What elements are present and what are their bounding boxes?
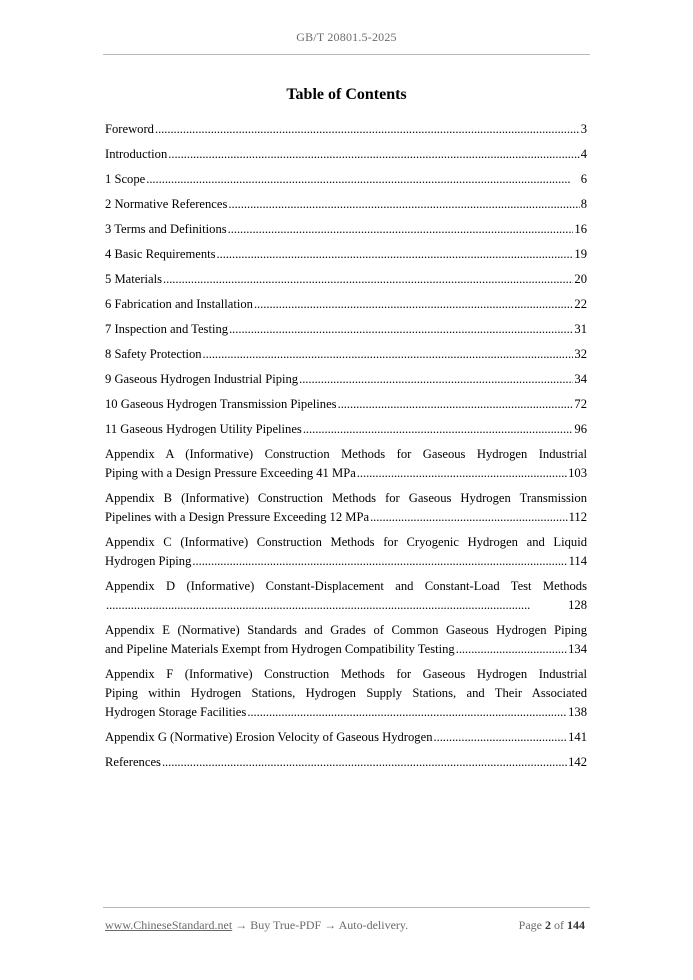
delivery-text: Auto-delivery.	[338, 918, 409, 932]
toc-entry[interactable]	[105, 320, 587, 339]
toc-page-number: 72	[574, 397, 587, 411]
toc-entry-label: 7 Inspection and Testing	[105, 322, 229, 336]
dot-leader	[338, 395, 574, 414]
toc-page-number: 114	[568, 554, 587, 568]
toc-entry[interactable]	[105, 120, 587, 139]
dot-leader	[370, 508, 567, 527]
toc-page-number: 96	[574, 422, 587, 436]
toc-entry-label-line: Appendix C (Informative) Construction Methods for Cryogenic Hydrogen and Liquid	[105, 535, 587, 549]
dot-leader	[299, 370, 573, 389]
toc-entry[interactable]	[105, 445, 587, 483]
toc-entry-label-line: Appendix B (Informative) Construction Methods for Gaseous Hydrogen Transmission	[105, 491, 587, 505]
toc-page-number: 103	[568, 466, 587, 480]
toc-entry[interactable]	[105, 753, 587, 772]
dot-leader	[434, 728, 568, 747]
toc-entry-label: 11 Gaseous Hydrogen Utility Pipelines	[105, 422, 302, 436]
toc-page-number: 32	[574, 347, 587, 361]
toc-entry-label: 2 Normative References	[105, 197, 228, 211]
toc-page-number: 134	[568, 642, 587, 656]
toc-entry[interactable]	[105, 195, 587, 214]
dot-leader	[162, 753, 567, 772]
dot-leader	[456, 640, 567, 659]
toc-entry[interactable]	[105, 170, 587, 189]
dot-leader	[146, 170, 579, 189]
toc-entry-label: 1 Scope	[105, 172, 146, 186]
toc-entry[interactable]	[105, 420, 587, 439]
dot-leader	[163, 270, 573, 289]
toc-entry-label: Appendix G (Normative) Erosion Velocity of Gaseous Hydrogen	[105, 730, 433, 744]
toc-page-number: 31	[574, 322, 587, 336]
toc-page-number: 22	[574, 297, 587, 311]
toc-entry-label-line: Hydrogen Storage Facilities	[105, 705, 247, 719]
toc-entry[interactable]	[105, 295, 587, 314]
dot-leader	[192, 552, 567, 571]
toc-page-number: 141	[568, 730, 587, 744]
dot-leader	[203, 345, 574, 364]
toc-entry-label: 8 Safety Protection	[105, 347, 202, 361]
toc-page-number: 19	[574, 247, 587, 261]
toc-entry-label: Foreword	[105, 122, 154, 136]
arrow-right-icon: →	[324, 918, 337, 932]
toc-entry-label: 6 Fabrication and Installation	[105, 297, 253, 311]
toc-entry-label: References	[105, 755, 161, 769]
toc-entry-label-line: Piping within Hydrogen Stations, Hydrogen Supply Stations, and Their Associated	[105, 686, 587, 700]
dot-leader	[228, 195, 579, 214]
toc-entry-label: Introduction	[105, 147, 168, 161]
toc-entry[interactable]	[105, 533, 587, 571]
toc-entry-label-line: Appendix D (Informative) Constant-Displacement and Constant-Load Test Methods	[105, 579, 587, 593]
toc-entry-label: 4 Basic Requirements	[105, 247, 216, 261]
document-header: GB/T 20801.5-2025	[296, 30, 397, 44]
toc-page-number: 4	[580, 147, 587, 161]
toc-entry-label: 3 Terms and Definitions	[105, 222, 227, 236]
toc-entry-label: 10 Gaseous Hydrogen Transmission Pipelines	[105, 397, 337, 411]
toc-page-number: 20	[574, 272, 587, 286]
footer-left	[105, 918, 408, 933]
toc-title: Table of Contents	[286, 86, 407, 103]
dot-leader	[254, 295, 573, 314]
toc-page-number: 142	[568, 755, 587, 769]
current-page: 2	[545, 918, 551, 932]
table-of-contents	[105, 120, 587, 778]
toc-entry-label-line: Appendix F (Informative) Construction Methods for Gaseous Hydrogen Industrial	[105, 667, 587, 681]
toc-entry[interactable]	[105, 728, 587, 747]
dot-leader	[217, 245, 574, 264]
toc-entry-label-line: Appendix E (Normative) Standards and Grades of Common Gaseous Hydrogen Piping	[105, 623, 587, 637]
toc-page-number: 6	[580, 172, 587, 186]
toc-entry-label-line: and Pipeline Materials Exempt from Hydrogen Compatibility Testing	[105, 642, 455, 656]
toc-entry[interactable]	[105, 345, 587, 364]
dot-leader	[229, 320, 573, 339]
toc-entry[interactable]	[105, 395, 587, 414]
dot-leader	[303, 420, 574, 439]
dot-leader	[168, 145, 579, 164]
toc-entry-label-line: Piping with a Design Pressure Exceeding 41 MPa	[105, 466, 356, 480]
toc-page-number: 112	[568, 510, 587, 524]
buy-text: Buy True-PDF	[250, 918, 322, 932]
website-link[interactable]: www.ChineseStandard.net	[105, 918, 233, 932]
page-footer	[105, 918, 585, 933]
dot-leader	[357, 464, 567, 483]
toc-page-number: 3	[580, 122, 587, 136]
dot-leader	[106, 596, 567, 615]
total-pages: 144	[567, 918, 585, 932]
toc-entry-label-line: Hydrogen Piping	[105, 554, 192, 568]
toc-entry-label: 5 Materials	[105, 272, 163, 286]
toc-entry[interactable]	[105, 621, 587, 659]
toc-entry-label: 9 Gaseous Hydrogen Industrial Piping	[105, 372, 299, 386]
dot-leader	[228, 220, 574, 239]
dot-leader	[155, 120, 580, 139]
dot-leader	[247, 703, 567, 722]
toc-entry[interactable]	[105, 370, 587, 389]
toc-page-number: 16	[574, 222, 587, 236]
toc-page-number: 8	[580, 197, 587, 211]
arrow-right-icon: →	[235, 918, 248, 932]
toc-entry[interactable]	[105, 665, 587, 722]
toc-entry[interactable]	[105, 245, 587, 264]
header-divider	[103, 54, 590, 55]
toc-page-number: 128	[568, 598, 587, 612]
toc-entry[interactable]	[105, 270, 587, 289]
toc-page-number: 138	[568, 705, 587, 719]
toc-entry-label-line: Pipelines with a Design Pressure Exceeding 12 MPa	[105, 510, 370, 524]
toc-page-number: 34	[574, 372, 587, 386]
toc-entry-label-line: Appendix A (Informative) Construction Methods for Gaseous Hydrogen Industrial	[105, 447, 587, 461]
toc-entry[interactable]	[105, 577, 587, 615]
toc-entry[interactable]	[105, 220, 587, 239]
toc-entry[interactable]	[105, 489, 587, 527]
page-indicator: Page 2 of 144	[518, 918, 585, 932]
footer-divider	[103, 907, 590, 908]
toc-entry[interactable]	[105, 145, 587, 164]
